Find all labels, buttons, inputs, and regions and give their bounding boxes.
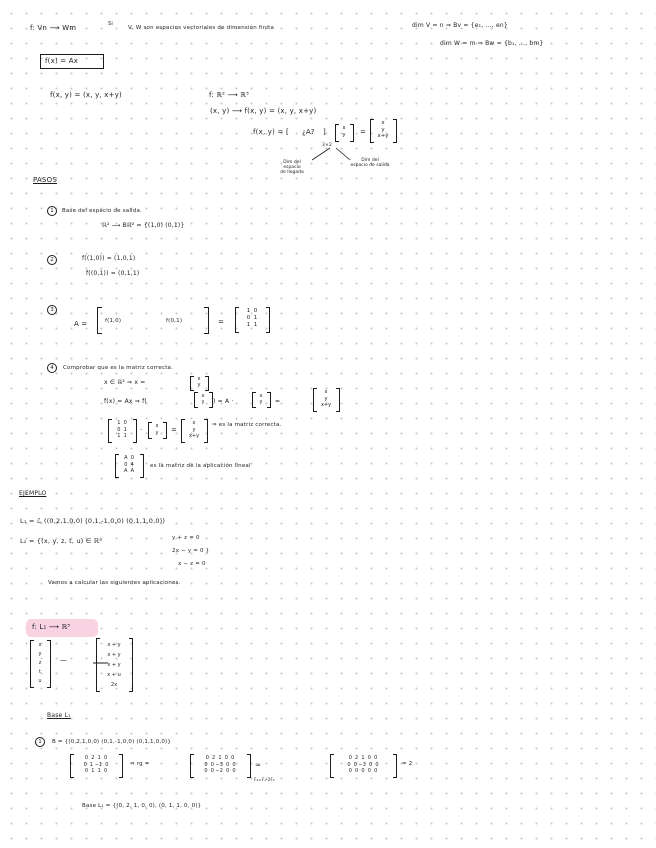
system-eq-1: y + z = 0 bbox=[172, 535, 200, 541]
note-departure-dim: Dim del espacio de salida bbox=[350, 158, 390, 168]
eq-bracket-close: ] bbox=[323, 128, 326, 136]
step-1-label: Base del espacio de salida. bbox=[62, 208, 142, 214]
vector-result: x y x+y bbox=[377, 120, 389, 139]
step-1-expr: ℝ² ⟶ Bℝ² = {(1,0) (0,1)} bbox=[102, 222, 185, 229]
bracket bbox=[204, 307, 209, 334]
l1-definition: L₁ = ℒ ((0,2,1,0,0) (0,1,-1,0,0) (0,1,1,0,0)) bbox=[20, 517, 166, 525]
map-definition: f: Vn ⟶ Wm bbox=[30, 24, 77, 32]
pasos-title: PASOS bbox=[33, 176, 57, 184]
step-2-badge: 2 bbox=[47, 255, 57, 265]
boxed-formula: f(x) = Ax bbox=[40, 54, 104, 69]
output-vector: x + y x + y x + y x + u 2x bbox=[107, 642, 121, 688]
rank-value: = 2 bbox=[402, 761, 413, 767]
ejemplo-title: EJEMPLO bbox=[19, 490, 47, 497]
bracket bbox=[393, 754, 397, 778]
system-eq-2: 2x − y = 0 } bbox=[172, 548, 210, 554]
bracket bbox=[267, 392, 271, 408]
bracket bbox=[350, 124, 354, 142]
bracket bbox=[393, 119, 397, 143]
step-2-a: f((1,0)) = (1,0,1) bbox=[82, 255, 136, 262]
r2-r3-map: f: ℝ² ⟶ ℝ³ bbox=[209, 91, 249, 99]
f-definition: f(x, y) = (x, y, x+y) bbox=[50, 91, 122, 99]
step-4-final: es la matriz de la aplicación lineal bbox=[150, 463, 251, 469]
step-3-a: A = bbox=[74, 320, 88, 328]
pointwise-map: (x, y) ⟶ f(x, y) = (x, y, x+y) bbox=[210, 107, 317, 115]
step-4-line2: f(x) = Ax ⇒ f( bbox=[104, 398, 147, 405]
unknown-matrix: ¿A? bbox=[302, 128, 315, 136]
base-final: Base L₁ = {(0, 2, 1, 0, 0), (0, 1, 1, 0, 0)} bbox=[82, 803, 202, 809]
step-1-badge: 1 bbox=[35, 737, 45, 747]
bracket bbox=[133, 419, 137, 443]
step-2-b: f((0,1)) = (0,1,1) bbox=[86, 270, 140, 277]
step-4-matrix-final: A 0 0 4 A A bbox=[123, 455, 135, 474]
matrix-size: 3×2 bbox=[322, 143, 333, 148]
note-arrival-dim: Dim del espacio de llegada bbox=[280, 160, 304, 175]
header-description: V, W son espacios vectoriales de dimensión finita bbox=[128, 25, 275, 31]
f-l1-map: f: L₁ ⟶ ℝ⁵ bbox=[32, 623, 71, 631]
step-4-note: ⇒ es la matriz correcta. bbox=[212, 422, 282, 428]
bracket bbox=[247, 754, 251, 778]
bracket bbox=[97, 307, 102, 334]
si-label: Si bbox=[108, 21, 113, 27]
bracket bbox=[266, 307, 270, 333]
bracket bbox=[47, 640, 51, 688]
bracket bbox=[119, 754, 123, 778]
bracket bbox=[205, 376, 209, 391]
bracket bbox=[336, 388, 340, 412]
step-1-badge: 1 bbox=[47, 206, 57, 216]
bracket bbox=[204, 419, 208, 443]
arrow-note-1 bbox=[312, 148, 330, 160]
bracket bbox=[129, 638, 133, 692]
dim-v: dim V = n ⇒ Bv = {e₁, ..., en} bbox=[412, 22, 508, 29]
eq-left: f(x, y) = [ bbox=[253, 128, 289, 136]
step-3-col2: f(0,1) bbox=[166, 318, 183, 324]
system-eq-3: x − z = 0 bbox=[178, 561, 206, 567]
step-3-col1: f(1,0) bbox=[105, 318, 122, 324]
dim-w: dim W = m ⇒ Bw = {b₁, ..., bm} bbox=[440, 40, 544, 47]
step-3-matrix: 1 0 0 1 1 1 bbox=[246, 308, 258, 328]
row-ops: F₂=F₁-2F₂ bbox=[254, 777, 275, 782]
step-3-badge: 3 bbox=[47, 305, 57, 315]
matrix-3: 0 2 1 0 0 0 0 −3 0 0 0 0 0 0 0 bbox=[347, 755, 379, 774]
step-4-matrix: 1 0 0 1 1 1 bbox=[117, 420, 127, 439]
bracket bbox=[163, 422, 167, 439]
step-4-label: Comprobar que es la matriz correcta. bbox=[63, 365, 174, 371]
bracket bbox=[140, 454, 144, 478]
input-vector: x y z t u bbox=[38, 642, 42, 684]
matrix-1: 0 2 1 0 0 1 −1 0 0 1 1 0 bbox=[83, 755, 109, 774]
step-4-line1: x ∈ ℝ² ⇒ x = bbox=[104, 379, 146, 386]
step-4-badge: 4 bbox=[47, 363, 57, 373]
matrix-2: 0 2 1 0 0 0 0 −3 0 0 0 0 −2 0 0 bbox=[204, 755, 236, 774]
calc-sentence: Vamos a calcular las siguientes aplicaciones. bbox=[48, 580, 181, 586]
l2-definition: L₂ = {(x, y, z, t, u) ∈ ℝ⁵ bbox=[20, 537, 103, 545]
base-set: B = {(0,2,1,0,0) (0,1,-1,0,0) (0,1,1,0,0)} bbox=[52, 739, 172, 745]
base-l1-title: Base L₁ bbox=[47, 712, 71, 719]
vector-xy: x y bbox=[342, 125, 346, 138]
